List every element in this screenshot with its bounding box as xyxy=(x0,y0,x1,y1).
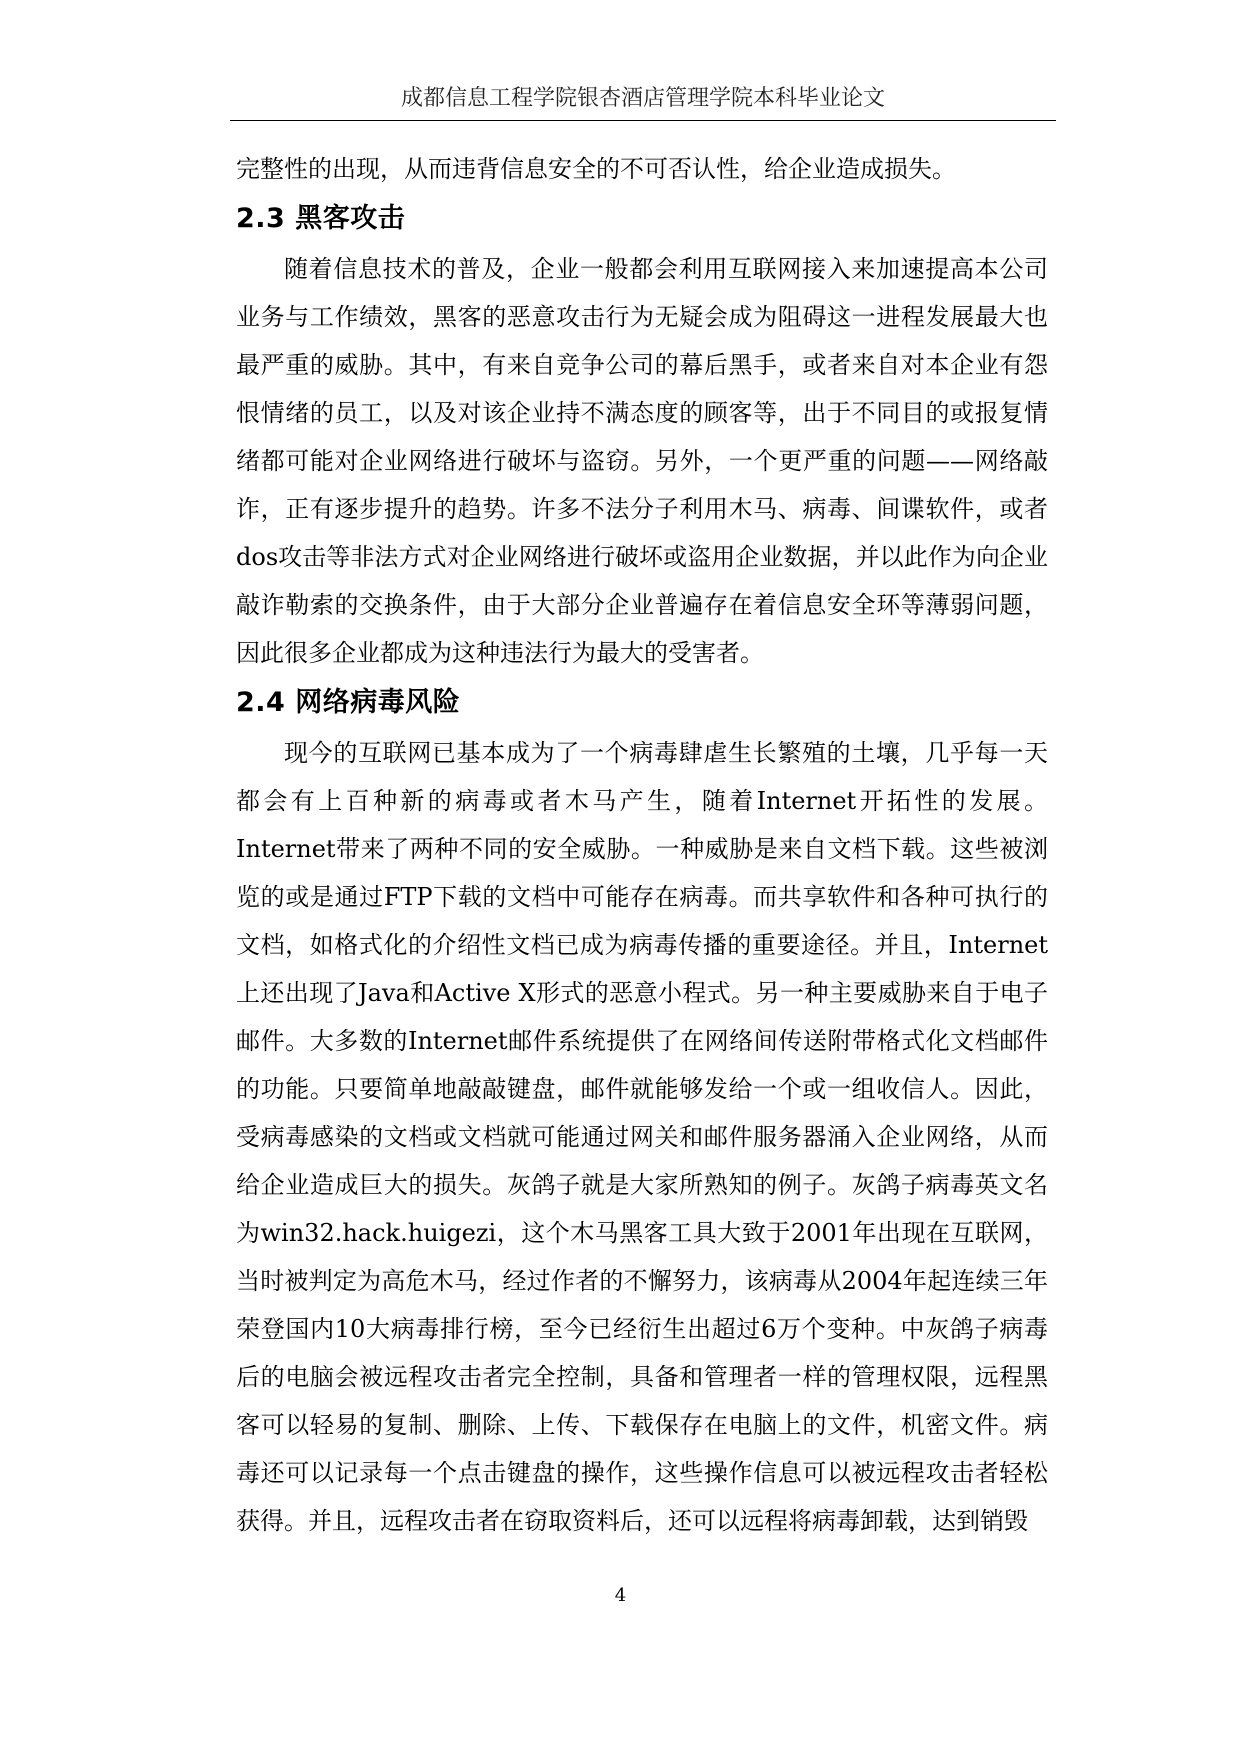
section-2-4-paragraph: 现今的互联网已基本成为了一个病毒肆虐生长繁殖的土壤，几乎每一天都会有上百种新的病毒或者木马产生，随着Internet开拓性的发展。Internet带来了两种不同的安全威胁。一种威胁是来自文档下载。这些被浏览的或是通过FTP下载的文档中可能存在病毒。而共享软件和各种可执行的文档，如格式化的介绍性文档已成为病毒传播的重要途径。并且，Internet上还出现了Java和Active X形式的恶意小程式。另一种主要威胁来自于电子邮件。大多数的Internet邮件系统提供了在网络间传送附带格式化文档邮件的功能。只要简单地敲敲键盘，邮件就能够发给一个或一组收信人。因此，受病毒感染的文档或文档就可能通过网关和邮件服务器涌入企业网络，从而给企业造成巨大的损失。灰鸽子就是大家所熟知的例子。灰鸽子病毒英文名为win32.hack.huigezi，这个木马黑客工具大致于2001年出现在互联网，当时被判定为高危木马，经过作者的不懈努力，该病毒从2004年起连续三年荣登国内10大病毒排行榜，至今已经衍生出超过6万个变种。中灰鸽子病毒后的电脑会被远程攻击者完全控制，具备和管理者一样的管理权限，远程黑客可以轻易的复制、删除、上传、下载保存在电脑上的文件，机密文件。病毒还可以记录每一个点击键盘的操作，这些操作信息可以被远程攻击者轻松获得。并且，远程攻击者在窃取资料后，还可以远程将病毒卸载，达到销毁 xyxy=(236,739,1048,1535)
page-body xyxy=(236,145,1048,1545)
page-number: 4 xyxy=(614,1585,627,1606)
running-header: 成都信息工程学院银杏酒店管理学院本科毕业论文 xyxy=(400,86,885,111)
header-rule xyxy=(230,120,1056,121)
section-heading-2-3: 2.3 黑客攻击 xyxy=(236,203,406,234)
section-2-3-paragraph: 随着信息技术的普及，企业一般都会利用互联网接入来加速提高本公司业务与工作绩效，黑客的恶意攻击行为无疑会成为阻碍这一进程发展最大也最严重的威胁。其中，有来自竞争公司的幕后黑手，或者来自对本企业有怨恨情绪的员工，以及对该企业持不满态度的顾客等，出于不同目的或报复情绪都可能对企业网络进行破坏与盗窃。另外，一个更严重的问题——网络敲诈，正有逐步提升的趋势。许多不法分子利用木马、病毒、间谍软件，或者dos攻击等非法方式对企业网络进行破坏或盗用企业数据，并以此作为向企业敲诈勒索的交换条件，由于大部分企业普遍存在着信息安全环等薄弱问题，因此很多企业都成为这种违法行为最大的受害者。 xyxy=(236,255,1048,667)
lead-paragraph: 完整性的出现，从而违背信息安全的不可否认性，给企业造成损失。 xyxy=(236,155,956,183)
section-heading-2-4: 2.4 网络病毒风险 xyxy=(236,687,461,718)
